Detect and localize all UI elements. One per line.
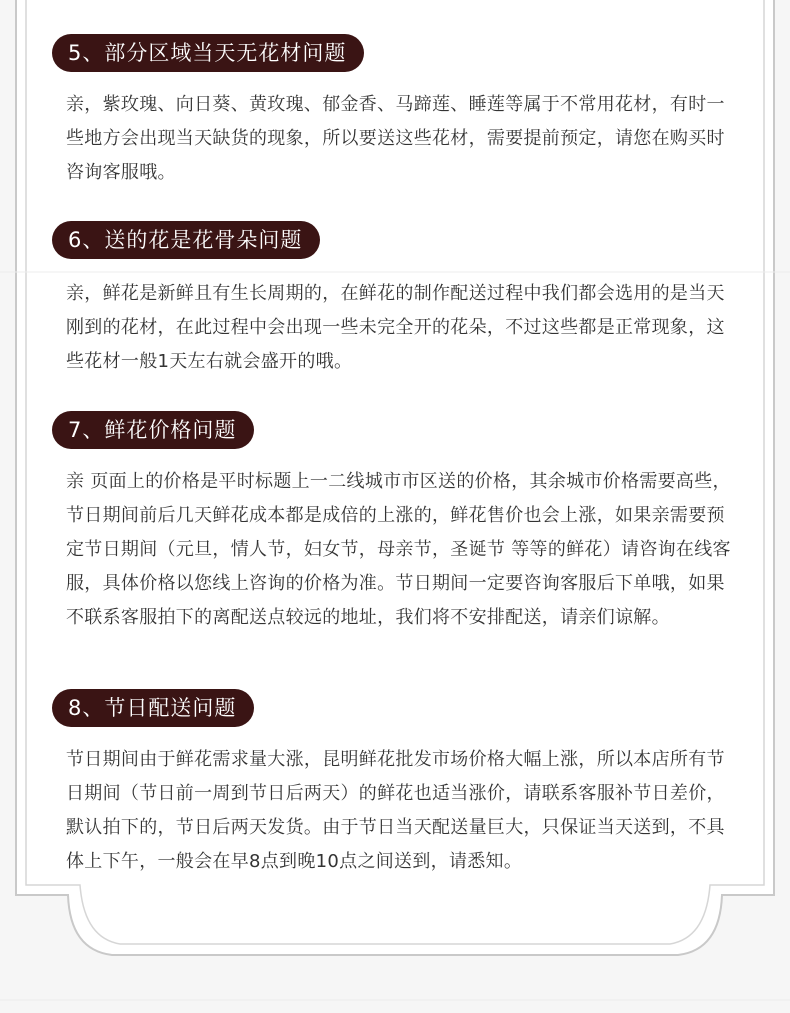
- section-8-body: 节日期间由于鲜花需求量大涨，昆明鲜花批发市场价格大幅上涨，所以本店所有节日期间（节日前一周到节日后两天）的鲜花也适当涨价，请联系客服补节日差价，默认拍下的，节日后两天发货。由于节日当天配送量巨大，只保证当天送到，不具体上下午，一般会在早8点到晚10点之间送到，请悉知。: [66, 749, 725, 872]
- section-5-title: 5、部分区域当天无花材问题: [52, 34, 364, 72]
- section-6-title: 6、送的花是花骨朵问题: [52, 221, 320, 259]
- faq-section-6: [52, 221, 752, 379]
- section-7-title: 7、鲜花价格问题: [52, 411, 254, 449]
- faq-section-7: [52, 411, 752, 635]
- section-5-body: 亲，紫玫瑰、向日葵、黄玫瑰、郁金香、马蹄莲、睡莲等属于不常用花材，有时一些地方会出现当天缺货的现象，所以要送这些花材，需要提前预定，请您在购买时咨询客服哦。: [66, 94, 725, 183]
- faq-section-5: [52, 34, 752, 190]
- section-7-body: 亲 页面上的价格是平时标题上一二线城市市区送的价格，其余城市价格需要高些，节日期间前后几天鲜花成本都是成倍的上涨的，鲜花售价也会上涨，如果亲需要预定节日期间（元旦，情人节，妇女节，母亲节，圣诞节 等等的鲜花）请咨询在线客服，具体价格以您线上咨询的价格为准。节日期间一定要咨询客服后下单哦，如果不联系客服拍下的离配送点较远的地址，我们将不安排配送，请亲们谅解。: [66, 471, 731, 628]
- section-6-body: 亲，鲜花是新鲜且有生长周期的，在鲜花的制作配送过程中我们都会选用的是当天刚到的花材，在此过程中会出现一些未完全开的花朵，不过这些都是正常现象，这些花材一般1天左右就会盛开的哦。: [66, 283, 725, 372]
- faq-section-8: [52, 689, 752, 879]
- section-8-title: 8、节日配送问题: [52, 689, 254, 727]
